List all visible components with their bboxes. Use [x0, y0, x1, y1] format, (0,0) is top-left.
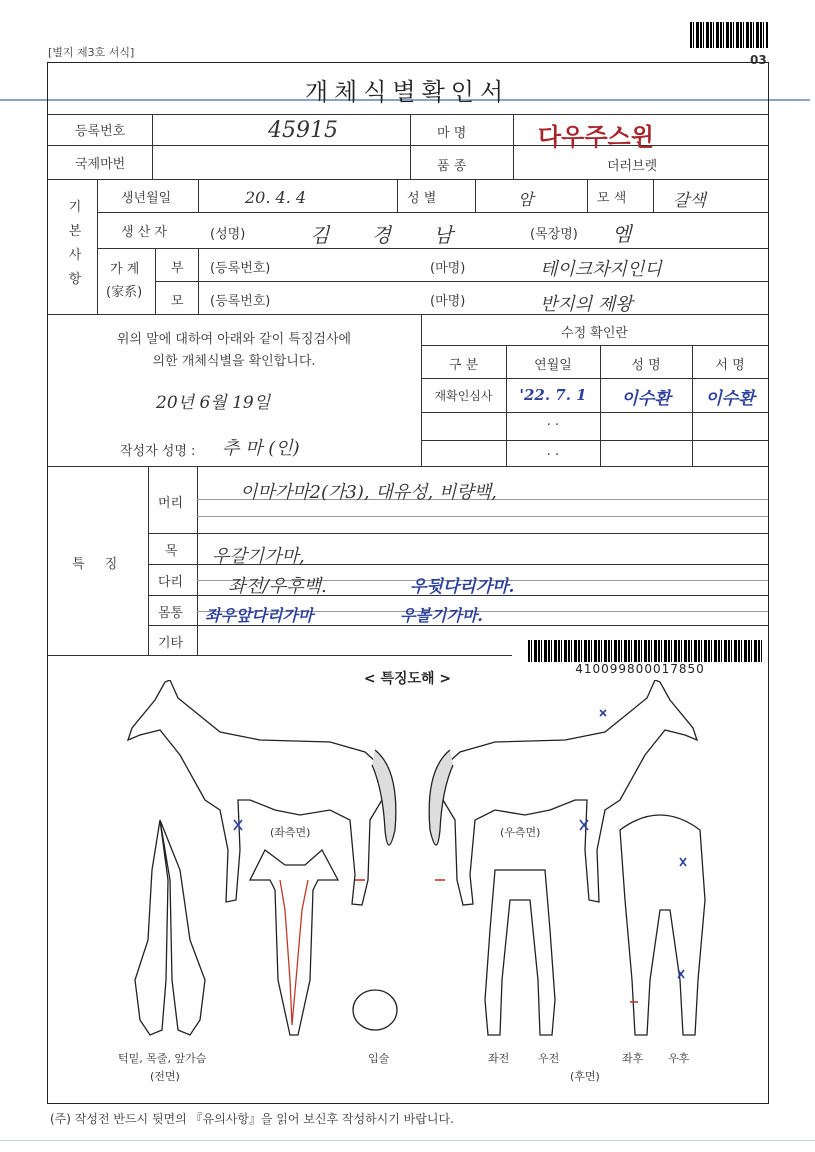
top-barcode [690, 22, 768, 48]
rev-row1-date: '22. 7. 1 [519, 386, 587, 404]
neck-label: 목 [165, 544, 178, 559]
color-value: 갈색 [673, 191, 706, 211]
breeder-label: 생 산 자 [121, 225, 167, 240]
horse-name-value: 다우주스윈 [538, 122, 654, 151]
other-label: 기타 [158, 636, 184, 651]
sex-label: 성 별 [407, 191, 437, 206]
front-chest-label: 턱밑, 목줄, 앞가슴 [118, 1052, 207, 1065]
birth-value: 20. 4. 4 [245, 188, 307, 207]
breeder-name-value: 김 경 남 [310, 223, 471, 247]
sire-reg-hint: (등록번호) [210, 261, 271, 276]
left-horse-tail [372, 750, 396, 845]
body-value-blue1: 좌우앞다리가마 [205, 606, 314, 625]
breed-label: 품 종 [437, 159, 467, 174]
barcode-sticker [512, 638, 768, 678]
horse-diagram [100, 680, 720, 1080]
form-tag: [별지 제3호 서식] [48, 46, 135, 59]
rev-row1-type: 재확인심사 [434, 389, 493, 403]
legs-value-blue: 우뒷다리가마. [410, 577, 515, 597]
barcode [528, 640, 764, 662]
barcode-number: 410099800017850 [575, 662, 705, 676]
red-marks [355, 880, 638, 1002]
body-value-blue2: 우볼기가마. [400, 606, 483, 625]
confirm-text-line2: 의한 개체식별을 확인합니다. [152, 354, 316, 369]
rev-row2-dots: · · [546, 418, 560, 433]
right-side-label: (우측면) [500, 826, 541, 839]
front-view-outline [135, 820, 205, 1035]
breed-value: 더러브렛 [607, 159, 658, 174]
writer-signature: 추 마 (인) [222, 438, 300, 459]
rev-col-type: 구 분 [448, 358, 479, 373]
lips-label: 입술 [368, 1052, 390, 1065]
rev-row1-name: 이수환 [621, 389, 671, 409]
reg-number-value: 45915 [268, 118, 338, 143]
breeder-name-hint: (성명) [210, 227, 246, 242]
head-value: 이마가마2(가3), 대유성, 비량백, [240, 482, 497, 503]
basic-info-label: 기본사항 [68, 200, 82, 287]
revision-title: 수정 확인란 [561, 326, 628, 341]
footer-note: (주) 작성전 반드시 뒷면의 『유의사항』을 읽어 보신후 작성하시기 바랍니다. [50, 1112, 454, 1126]
farm-value: 엠 [612, 222, 632, 246]
blue-marks [234, 710, 686, 978]
neck-value: 우갈기가마, [212, 546, 305, 567]
front-right-label: 우전 [538, 1052, 560, 1065]
rev-col-date: 연월일 [534, 358, 572, 373]
lips-outline [353, 990, 397, 1030]
legs-label: 다리 [158, 575, 184, 590]
writer-label: 작성자 성명 : [120, 444, 196, 459]
sex-value: 암 [518, 190, 534, 209]
confirm-date-value: 20년 6월 19일 [156, 393, 271, 413]
dam-label: 모 [171, 294, 184, 309]
front-label: (전면) [150, 1070, 180, 1083]
right-horse-outline [440, 680, 697, 905]
dam-name-hint: (마명) [430, 294, 466, 309]
head-label: 머리 [158, 496, 184, 511]
right-horse-tail [429, 750, 453, 845]
rev-row3-dots: · · [546, 448, 560, 463]
legs-value: 좌전/우후백. [228, 576, 327, 597]
head-front-marking [280, 880, 308, 1025]
color-label: 모 색 [597, 191, 627, 206]
confirm-text-line1: 위의 말에 대하여 아래와 같이 특징검사에 [116, 332, 352, 347]
scan-bottom-line [0, 1140, 815, 1141]
features-label: 특 징 [72, 557, 126, 572]
body-label: 몸통 [158, 606, 184, 621]
rear-label: (후면) [570, 1070, 600, 1083]
diagram-title: < 특징도해 > [363, 671, 452, 687]
rev-col-name: 성 명 [631, 358, 661, 373]
rev-col-sign: 서 명 [715, 358, 745, 373]
sire-label: 부 [171, 261, 184, 276]
horse-name-label: 마 명 [437, 126, 467, 141]
page-title: 개체식별확인서 [304, 78, 510, 106]
farm-hint: (목장명) [530, 227, 578, 242]
front-left-label: 좌전 [488, 1052, 510, 1065]
rear-left-label: 좌후 [622, 1052, 644, 1065]
left-side-label: (좌측면) [270, 826, 311, 839]
title-divider [47, 114, 768, 115]
page-code: 03 [750, 53, 767, 67]
lineage-label: 가 계 [110, 262, 140, 277]
front-legs-outline [485, 870, 555, 1035]
dam-name-value: 반지의 제왕 [540, 294, 633, 315]
intl-number-label: 국제마번 [75, 157, 126, 172]
birth-label: 생년월일 [121, 191, 172, 206]
rev-row1-sign: 이수환 [705, 389, 755, 409]
rear-right-label: 우후 [668, 1052, 690, 1065]
dam-reg-hint: (등록번호) [210, 294, 271, 309]
lineage-hanja: (家系) [106, 285, 143, 300]
reg-number-label: 등록번호 [75, 124, 126, 139]
sire-name-hint: (마명) [430, 261, 466, 276]
sire-name-value: 테이크차지인디 [540, 259, 662, 280]
